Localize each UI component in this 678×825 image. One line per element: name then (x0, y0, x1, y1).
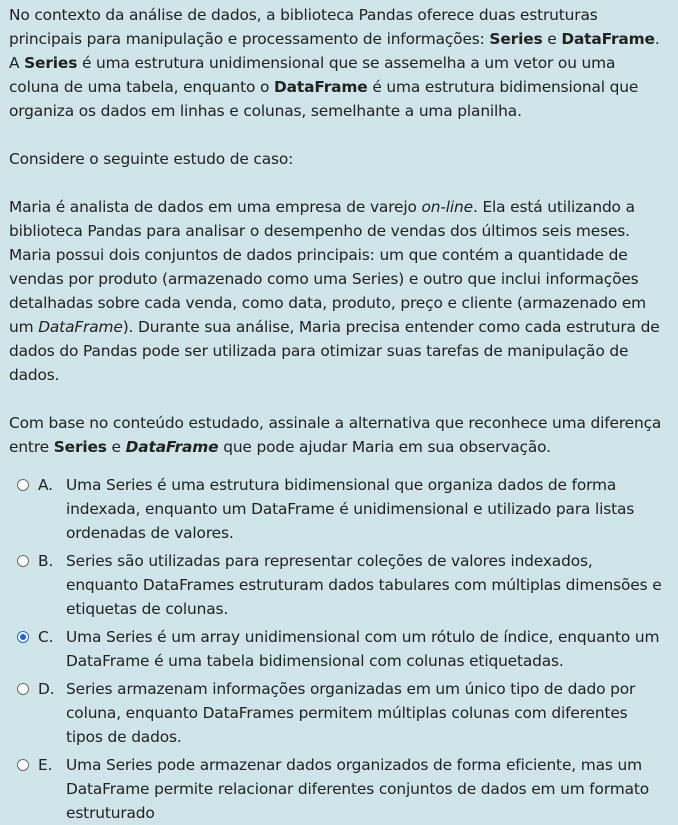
option-e[interactable] (9, 753, 668, 825)
option-letter: C. (38, 628, 54, 646)
option-text: Uma Series pode armazenar dados organizados de forma eficiente, mas um DataFrame permite relacionar diferentes conjuntos de dados em um formato estruturado (66, 756, 650, 822)
radio-icon[interactable] (17, 759, 29, 771)
option-text: Uma Series é uma estrutura bidimensional que organiza dados de forma indexada, enquanto um DataFrame é unidimensional e utilizado para listas ordenadas de valores. (66, 476, 635, 542)
radio-icon[interactable] (17, 479, 29, 491)
radio-icon[interactable] (17, 631, 29, 643)
emphasis-text: DataFrame (274, 78, 368, 96)
radio-icon[interactable] (17, 555, 29, 567)
radio-icon[interactable] (17, 683, 29, 695)
emphasis-text: DataFrame (38, 318, 123, 336)
emphasis-text: DataFrame (561, 30, 655, 48)
emphasis-text: Series (24, 54, 78, 72)
option-text: Uma Series é um array unidimensional com um rótulo de índice, enquanto um DataFrame é uma tabela bidimensional com colunas etiquetadas. (66, 628, 660, 670)
option-text: Series armazenam informações organizadas em um único tipo de dado por coluna, enquanto DataFrames permitem múltiplas colunas com diferentes tipos de dados. (66, 680, 636, 746)
case-study-paragraph: Maria é analista de dados em uma empresa de varejo on-line. Ela está utilizando a biblioteca Pandas para analisar o desempenho de vendas dos últimos seis meses. Maria possui dois conjuntos de dados principais: um que contém a quantidade de vendas por produto (armazenado como uma Series) e outro que inclui informações detalhadas sobre cada venda, como data, produto, preço e cliente (armazenado em um DataFrame). Durante sua análise, Maria precisa entender como cada estrutura de dados do Pandas pode ser utilizada para otimizar suas tarefas de manipulação de dados. (9, 198, 660, 384)
option-a[interactable] (9, 473, 668, 545)
case-heading: Considere o seguinte estudo de caso: (9, 150, 294, 168)
option-letter: D. (38, 680, 55, 698)
option-letter: A. (38, 476, 53, 494)
option-d[interactable] (9, 677, 668, 749)
option-letter: B. (38, 552, 54, 570)
emphasis-text: Series (489, 30, 543, 48)
option-c[interactable] (9, 625, 668, 673)
option-text: Series são utilizadas para representar coleções de valores indexados, enquanto DataFrames estruturam dados tabulares com múltiplas dimensões e etiquetas de colunas. (66, 552, 662, 618)
emphasis-text: Series (53, 438, 107, 456)
option-b[interactable] (9, 549, 668, 621)
emphasis-text: on-line (421, 198, 473, 216)
emphasis-text: DataFrame (125, 438, 219, 456)
answer-options (9, 473, 668, 825)
question-prompt: Com base no conteúdo estudado, assinale a alternativa que reconhece uma diferença entre Series e DataFrame que pode ajudar Maria em sua observação. (9, 414, 662, 456)
intro-paragraph: No contexto da análise de dados, a biblioteca Pandas oferece duas estruturas principais para manipulação e processamento de informações: Series e DataFrame. A Series é uma estrutura unidimensional que se assemelha a um vetor ou uma coluna de uma tabela, enquanto o DataFrame é uma estrutura bidimensional que organiza os dados em linhas e colunas, semelhante a uma planilha. (9, 6, 660, 120)
option-letter: E. (38, 756, 53, 774)
